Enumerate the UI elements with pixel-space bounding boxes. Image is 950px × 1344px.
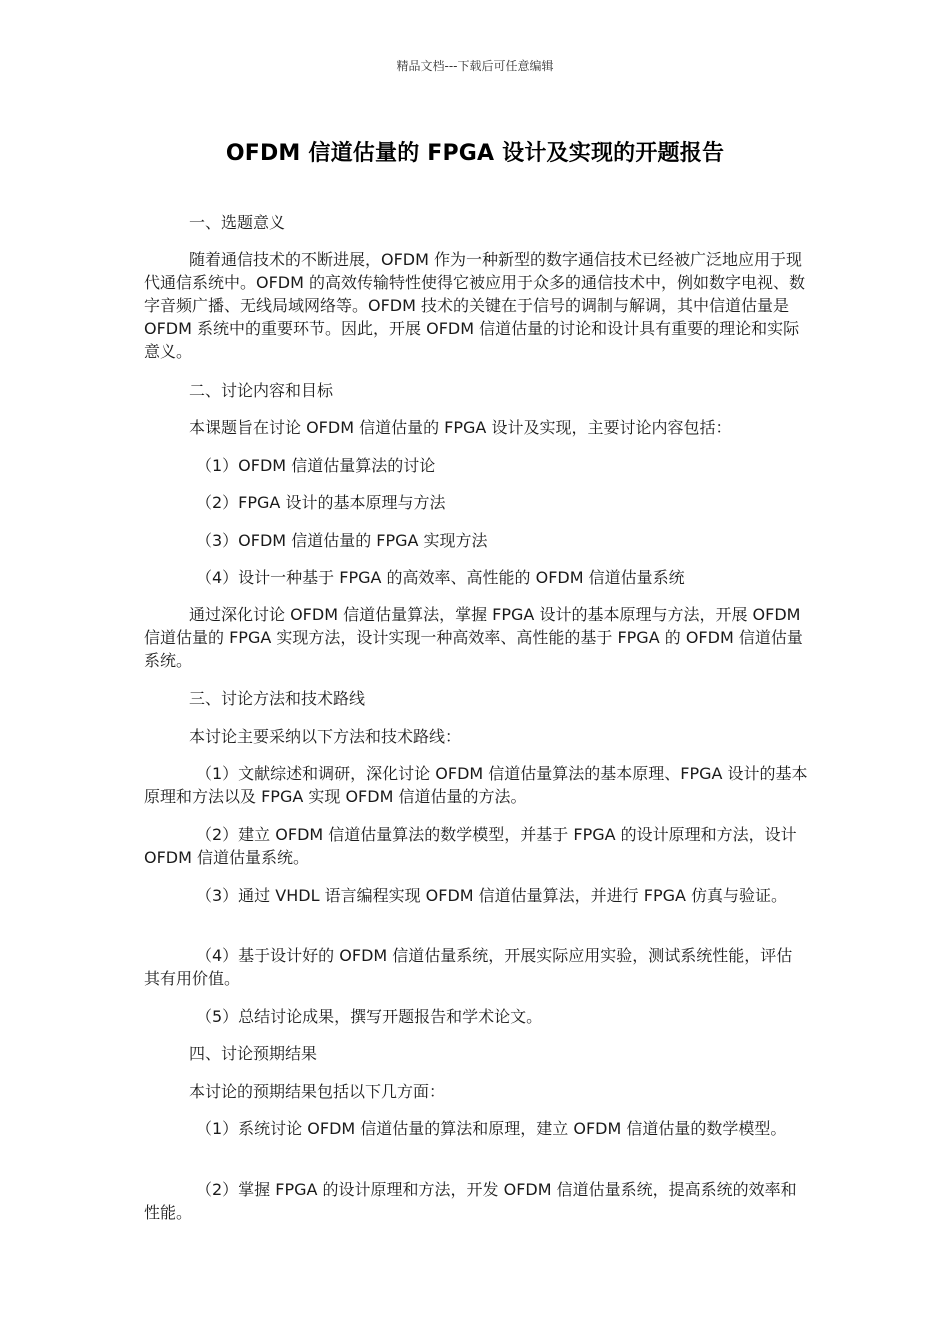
list-item: （5）总结讨论成果，撰写开题报告和学术论文。 [196, 1007, 543, 1026]
section-heading-methods: 三、讨论方法和技术路线 [189, 689, 366, 708]
list-item: （3）OFDM 信道估量的 FPGA 实现方法 [196, 531, 488, 550]
paragraph-significance: 随着通信技术的不断进展，OFDM 作为一种新型的数字通信技术已经被广泛地应用于现代通信系统中。OFDM 的高效传输特性使得它被应用于众多的通信技术中，例如数字电视、数字音频广播、无线局域网络等。OFDM 技术的关键在于信号的调制与解调，其中信道估量是 OFDM 系统中的重要环节。因此，开展 OFDM 信道估量的讨论和设计具有重要的理论和实际意义。 [144, 250, 806, 361]
section-heading-significance: 一、选题意义 [189, 213, 286, 232]
list-item: （4）基于设计好的 OFDM 信道估量系统，开展实际应用实验，测试系统性能，评估其有用价值。 [144, 946, 793, 988]
paragraph-results-intro: 本讨论的预期结果包括以下几方面： [189, 1082, 446, 1101]
section-heading-content: 二、讨论内容和目标 [189, 381, 334, 400]
paragraph-content-summary: 通过深化讨论 OFDM 信道估量算法，掌握 FPGA 设计的基本原理与方法，开展 OFDM 信道估量的 FPGA 实现方法，设计实现一种高效率、高性能的基于 FPGA 的 OFDM 信道估量系统。 [144, 605, 803, 670]
list-item: （2）FPGA 设计的基本原理与方法 [196, 493, 446, 512]
section-heading-results: 四、讨论预期结果 [189, 1044, 318, 1063]
page-header: 精品文档---下载后可任意编辑 [396, 59, 554, 73]
list-item: （1）系统讨论 OFDM 信道估量的算法和原理，建立 OFDM 信道估量的数学模型。 [196, 1119, 787, 1138]
list-item: （2）掌握 FPGA 的设计原理和方法，开发 OFDM 信道估量系统，提高系统的效率和性能。 [144, 1180, 797, 1222]
list-item: （3）通过 VHDL 语言编程实现 OFDM 信道估量算法，并进行 FPGA 仿真与验证。 [196, 886, 788, 905]
list-item: （2）建立 OFDM 信道估量算法的数学模型，并基于 FPGA 的设计原理和方法，设计 OFDM 信道估量系统。 [144, 825, 797, 867]
list-item: （1）文献综述和调研，深化讨论 OFDM 信道估量算法的基本原理、FPGA 设计的基本原理和方法以及 FPGA 实现 OFDM 信道估量的方法。 [144, 764, 808, 806]
list-item: （4）设计一种基于 FPGA 的高效率、高性能的 OFDM 信道估量系统 [196, 568, 685, 587]
paragraph-methods-intro: 本讨论主要采纳以下方法和技术路线： [189, 727, 462, 746]
paragraph-content-intro: 本课题旨在讨论 OFDM 信道估量的 FPGA 设计及实现，主要讨论内容包括： [189, 418, 732, 437]
document-title: OFDM 信道估量的 FPGA 设计及实现的开题报告 [225, 141, 725, 166]
list-item: （1）OFDM 信道估量算法的讨论 [196, 456, 436, 475]
